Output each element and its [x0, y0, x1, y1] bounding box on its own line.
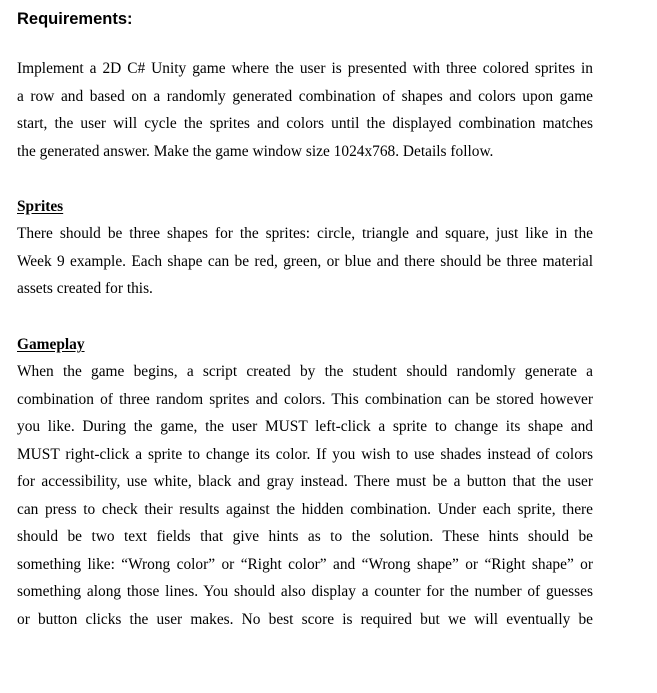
sprites-paragraph [17, 220, 593, 303]
sprites-section-title: Sprites [17, 198, 64, 215]
gameplay-line: something along those lines. You should also display a counter for the number of guesses [17, 583, 593, 600]
intro-line: the generated answer. Make the game window size 1024x768. Details follow. [17, 142, 494, 160]
sprites-line: Week 9 example. Each shape can be red, green, or blue and there should be three material [17, 252, 593, 270]
intro-line: Implement a 2D C# Unity game where the user is presented with three colored sprites in [17, 60, 593, 77]
gameplay-line: When the game begins, a script created by the student should randomly generate a [17, 363, 593, 380]
gameplay-line: MUST right-click a sprite to change its color. If you wish to use shades instead of colors [17, 445, 593, 463]
gameplay-section-title: Gameplay [17, 336, 85, 353]
gameplay-line: or button clicks the user makes. No best score is required but we will eventually be [17, 610, 593, 628]
gameplay-line: for accessibility, use white, black and gray instead. There must be a button that the user [17, 473, 593, 490]
intro-line: start, the user will cycle the sprites and colors until the displayed combination matches [17, 115, 593, 132]
gameplay-line: can press to check their results against the hidden combination. Under each sprite, there [17, 500, 593, 518]
gameplay-line: something like: “Wrong color” or “Right color” and “Wrong shape” or “Right shape” or [17, 555, 593, 573]
gameplay-line: should be two text fields that give hints as to the solution. These hints should be [17, 528, 593, 545]
intro-paragraph [17, 55, 593, 165]
sprites-line: assets created for this. [17, 280, 153, 297]
gameplay-paragraph [17, 358, 593, 633]
gameplay-line: you like. During the game, the user MUST left-click a sprite to change its shape and [17, 418, 593, 435]
gameplay-line: combination of three random sprites and colors. This combination can be stored however [17, 390, 593, 408]
requirements-heading: Requirements: [17, 10, 133, 28]
sprites-line: There should be three shapes for the sprites: circle, triangle and square, just like in the [17, 225, 593, 242]
intro-line: a row and based on a randomly generated combination of shapes and colors upon game [17, 87, 593, 105]
